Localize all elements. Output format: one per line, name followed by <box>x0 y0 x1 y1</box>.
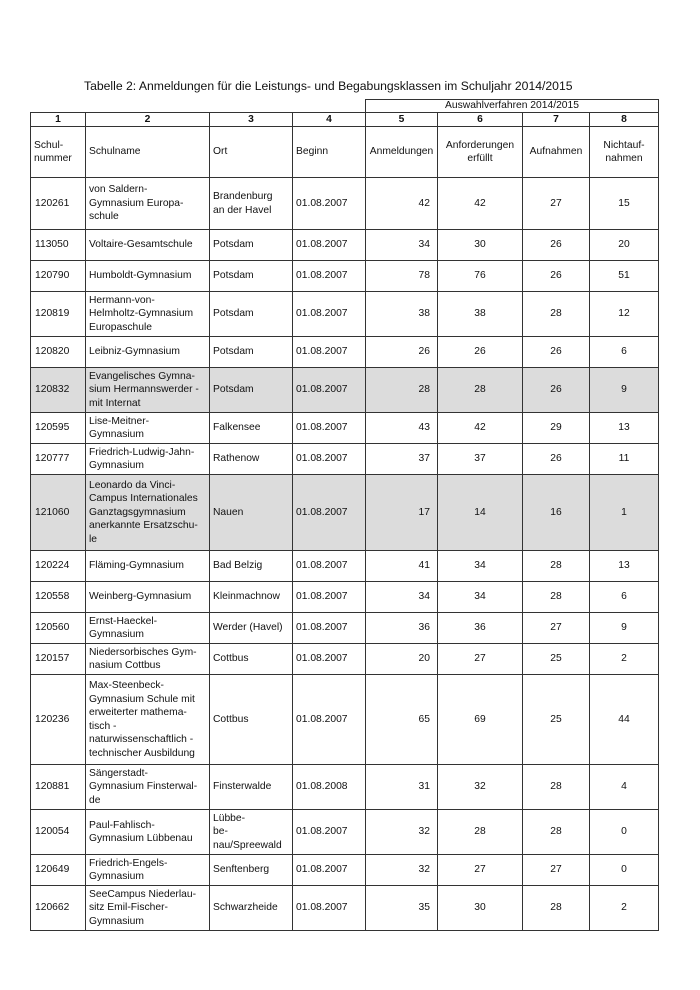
cell-schulnummer: 120558 <box>31 582 86 613</box>
cell-ort: Lübbe- be- nau/Spreewald <box>210 810 293 855</box>
cell-ort: Potsdam <box>210 292 293 337</box>
cell-anforderungen: 42 <box>438 413 523 444</box>
cell-ort: Cottbus <box>210 644 293 675</box>
colnum-cell: 6 <box>438 113 523 127</box>
cell-beginn: 01.08.2007 <box>293 582 366 613</box>
table-row <box>31 230 659 261</box>
cell-schulname: Sängerstadt- Gymnasium Finsterwal- de <box>86 765 210 810</box>
table-row <box>31 337 659 368</box>
cell-nichtaufnahmen: 13 <box>590 551 659 582</box>
cell-anmeldungen: 34 <box>366 230 438 261</box>
header-spacer <box>31 100 366 113</box>
cell-nichtaufnahmen: 9 <box>590 368 659 413</box>
cell-aufnahmen: 26 <box>523 368 590 413</box>
cell-anforderungen: 27 <box>438 855 523 886</box>
table-row <box>31 886 659 931</box>
cell-aufnahmen: 28 <box>523 582 590 613</box>
cell-aufnahmen: 26 <box>523 261 590 292</box>
cell-beginn: 01.08.2007 <box>293 644 366 675</box>
cell-schulname: Niedersorbisches Gym- nasium Cottbus <box>86 644 210 675</box>
colnum-cell: 7 <box>523 113 590 127</box>
cell-ort: Nauen <box>210 475 293 551</box>
table-row <box>31 613 659 644</box>
table-row <box>31 261 659 292</box>
cell-nichtaufnahmen: 2 <box>590 886 659 931</box>
cell-schulname: Paul-Fahlisch- Gymnasium Lübbenau <box>86 810 210 855</box>
cell-schulnummer: 120224 <box>31 551 86 582</box>
table-row <box>31 551 659 582</box>
cell-anmeldungen: 31 <box>366 765 438 810</box>
cell-schulnummer: 120881 <box>31 765 86 810</box>
cell-ort: Potsdam <box>210 368 293 413</box>
cell-nichtaufnahmen: 11 <box>590 444 659 475</box>
cell-anforderungen: 14 <box>438 475 523 551</box>
cell-schulname: Lise-Meitner- Gymnasium <box>86 413 210 444</box>
cell-aufnahmen: 26 <box>523 230 590 261</box>
cell-schulnummer: 120662 <box>31 886 86 931</box>
cell-schulname: Friedrich-Engels- Gymnasium <box>86 855 210 886</box>
cell-beginn: 01.08.2007 <box>293 444 366 475</box>
cell-schulnummer: 113050 <box>31 230 86 261</box>
colnum-cell: 5 <box>366 113 438 127</box>
cell-nichtaufnahmen: 4 <box>590 765 659 810</box>
cell-anforderungen: 28 <box>438 368 523 413</box>
cell-anmeldungen: 42 <box>366 178 438 230</box>
cell-ort: Finsterwalde <box>210 765 293 810</box>
colnum-cell: 2 <box>86 113 210 127</box>
cell-nichtaufnahmen: 1 <box>590 475 659 551</box>
table-row <box>31 444 659 475</box>
cell-anforderungen: 30 <box>438 230 523 261</box>
cell-anmeldungen: 43 <box>366 413 438 444</box>
table-row <box>31 475 659 551</box>
cell-aufnahmen: 28 <box>523 886 590 931</box>
cell-schulnummer: 120820 <box>31 337 86 368</box>
cell-ort: Kleinmachnow <box>210 582 293 613</box>
cell-anmeldungen: 17 <box>366 475 438 551</box>
cell-nichtaufnahmen: 44 <box>590 675 659 765</box>
cell-nichtaufnahmen: 20 <box>590 230 659 261</box>
cell-beginn: 01.08.2007 <box>293 230 366 261</box>
cell-beginn: 01.08.2007 <box>293 337 366 368</box>
table-row <box>31 765 659 810</box>
cell-schulname: Humboldt-Gymnasium <box>86 261 210 292</box>
cell-beginn: 01.08.2007 <box>293 613 366 644</box>
cell-anforderungen: 38 <box>438 292 523 337</box>
cell-ort: Brandenburg an der Havel <box>210 178 293 230</box>
column-header-row <box>31 127 659 178</box>
cell-aufnahmen: 27 <box>523 178 590 230</box>
cell-ort: Bad Belzig <box>210 551 293 582</box>
cell-aufnahmen: 28 <box>523 810 590 855</box>
cell-schulnummer: 120261 <box>31 178 86 230</box>
table-row <box>31 644 659 675</box>
table-row <box>31 675 659 765</box>
cell-schulname: Leonardo da Vinci- Campus Internationales Ganztagsgymnasium anerkannte Ersatzschu- le <box>86 475 210 551</box>
cell-schulname: Leibniz-Gymnasium <box>86 337 210 368</box>
cell-beginn: 01.08.2007 <box>293 413 366 444</box>
cell-anmeldungen: 28 <box>366 368 438 413</box>
cell-nichtaufnahmen: 2 <box>590 644 659 675</box>
cell-schulname: Max-Steenbeck- Gymnasium Schule mit erweiterter mathema- tisch - naturwissenschaftlich - technischer Ausbildung <box>86 675 210 765</box>
cell-schulname: von Saldern- Gymnasium Europa- schule <box>86 178 210 230</box>
colnum-cell: 4 <box>293 113 366 127</box>
cell-aufnahmen: 27 <box>523 613 590 644</box>
cell-nichtaufnahmen: 6 <box>590 582 659 613</box>
table-row <box>31 413 659 444</box>
cell-aufnahmen: 28 <box>523 292 590 337</box>
cell-beginn: 01.08.2008 <box>293 765 366 810</box>
cell-anmeldungen: 32 <box>366 855 438 886</box>
cell-nichtaufnahmen: 9 <box>590 613 659 644</box>
table-row <box>31 810 659 855</box>
cell-beginn: 01.08.2007 <box>293 855 366 886</box>
table-row <box>31 582 659 613</box>
cell-nichtaufnahmen: 0 <box>590 810 659 855</box>
cell-aufnahmen: 26 <box>523 337 590 368</box>
cell-beginn: 01.08.2007 <box>293 261 366 292</box>
cell-aufnahmen: 25 <box>523 675 590 765</box>
cell-aufnahmen: 26 <box>523 444 590 475</box>
table-row <box>31 855 659 886</box>
colnum-cell: 3 <box>210 113 293 127</box>
table-row <box>31 178 659 230</box>
colnum-cell: 1 <box>31 113 86 127</box>
cell-schulname: SeeCampus Niederlau- sitz Emil-Fischer- Gymnasium <box>86 886 210 931</box>
cell-anforderungen: 42 <box>438 178 523 230</box>
cell-schulname: Hermann-von- Helmholtz-Gymnasium Europaschule <box>86 292 210 337</box>
cell-schulnummer: 120157 <box>31 644 86 675</box>
colnum-cell: 8 <box>590 113 659 127</box>
header-anmeldungen: Anmeldungen <box>366 127 438 178</box>
cell-ort: Schwarzheide <box>210 886 293 931</box>
cell-beginn: 01.08.2007 <box>293 475 366 551</box>
cell-anforderungen: 34 <box>438 582 523 613</box>
cell-anmeldungen: 26 <box>366 337 438 368</box>
header-anforderungen: Anforderungen erfüllt <box>438 127 523 178</box>
cell-anforderungen: 32 <box>438 765 523 810</box>
cell-ort: Cottbus <box>210 675 293 765</box>
cell-nichtaufnahmen: 13 <box>590 413 659 444</box>
cell-schulnummer: 120790 <box>31 261 86 292</box>
header-schulnummer: Schul- nummer <box>31 127 86 178</box>
cell-nichtaufnahmen: 51 <box>590 261 659 292</box>
cell-schulnummer: 120649 <box>31 855 86 886</box>
table-row <box>31 368 659 413</box>
cell-schulnummer: 120595 <box>31 413 86 444</box>
cell-anforderungen: 30 <box>438 886 523 931</box>
cell-anforderungen: 26 <box>438 337 523 368</box>
cell-anmeldungen: 65 <box>366 675 438 765</box>
header-schulname: Schulname <box>86 127 210 178</box>
header-nichtaufnahmen: Nichtauf- nahmen <box>590 127 659 178</box>
cell-beginn: 01.08.2007 <box>293 886 366 931</box>
cell-schulname: Weinberg-Gymnasium <box>86 582 210 613</box>
table-caption: Tabelle 2: Anmeldungen für die Leistungs- und Begabungsklassen im Schuljahr 2014/2015 <box>84 79 573 93</box>
cell-schulnummer: 121060 <box>31 475 86 551</box>
cell-schulname: Friedrich-Ludwig-Jahn- Gymnasium <box>86 444 210 475</box>
cell-aufnahmen: 29 <box>523 413 590 444</box>
cell-nichtaufnahmen: 15 <box>590 178 659 230</box>
cell-schulnummer: 120560 <box>31 613 86 644</box>
cell-anforderungen: 76 <box>438 261 523 292</box>
header-ort: Ort <box>210 127 293 178</box>
cell-schulname: Ernst-Haeckel- Gymnasium <box>86 613 210 644</box>
cell-beginn: 01.08.2007 <box>293 178 366 230</box>
cell-aufnahmen: 28 <box>523 551 590 582</box>
header-beginn: Beginn <box>293 127 366 178</box>
cell-anmeldungen: 35 <box>366 886 438 931</box>
cell-nichtaufnahmen: 12 <box>590 292 659 337</box>
column-number-row <box>31 113 659 127</box>
cell-aufnahmen: 27 <box>523 855 590 886</box>
cell-anmeldungen: 38 <box>366 292 438 337</box>
cell-anforderungen: 69 <box>438 675 523 765</box>
cell-beginn: 01.08.2007 <box>293 368 366 413</box>
cell-schulnummer: 120236 <box>31 675 86 765</box>
cell-aufnahmen: 25 <box>523 644 590 675</box>
cell-anforderungen: 34 <box>438 551 523 582</box>
registrations-table <box>30 99 659 931</box>
cell-anforderungen: 37 <box>438 444 523 475</box>
cell-anmeldungen: 41 <box>366 551 438 582</box>
cell-anforderungen: 36 <box>438 613 523 644</box>
cell-beginn: 01.08.2007 <box>293 810 366 855</box>
cell-ort: Rathenow <box>210 444 293 475</box>
cell-anmeldungen: 20 <box>366 644 438 675</box>
cell-anmeldungen: 78 <box>366 261 438 292</box>
cell-beginn: 01.08.2007 <box>293 292 366 337</box>
cell-schulnummer: 120054 <box>31 810 86 855</box>
cell-aufnahmen: 16 <box>523 475 590 551</box>
cell-ort: Senftenberg <box>210 855 293 886</box>
cell-schulnummer: 120777 <box>31 444 86 475</box>
cell-anmeldungen: 37 <box>366 444 438 475</box>
group-header: Auswahlverfahren 2014/2015 <box>366 100 659 113</box>
cell-schulnummer: 120819 <box>31 292 86 337</box>
cell-ort: Potsdam <box>210 230 293 261</box>
cell-ort: Potsdam <box>210 337 293 368</box>
cell-ort: Werder (Havel) <box>210 613 293 644</box>
cell-nichtaufnahmen: 6 <box>590 337 659 368</box>
cell-schulname: Evangelisches Gymna- sium Hermannswerder - mit Internat <box>86 368 210 413</box>
cell-aufnahmen: 28 <box>523 765 590 810</box>
cell-anforderungen: 28 <box>438 810 523 855</box>
cell-anmeldungen: 34 <box>366 582 438 613</box>
cell-schulname: Voltaire-Gesamtschule <box>86 230 210 261</box>
cell-beginn: 01.08.2007 <box>293 675 366 765</box>
cell-anmeldungen: 36 <box>366 613 438 644</box>
table-row <box>31 292 659 337</box>
cell-ort: Falkensee <box>210 413 293 444</box>
header-aufnahmen: Aufnahmen <box>523 127 590 178</box>
cell-schulname: Fläming-Gymnasium <box>86 551 210 582</box>
cell-schulnummer: 120832 <box>31 368 86 413</box>
cell-ort: Potsdam <box>210 261 293 292</box>
cell-nichtaufnahmen: 0 <box>590 855 659 886</box>
cell-anforderungen: 27 <box>438 644 523 675</box>
cell-beginn: 01.08.2007 <box>293 551 366 582</box>
cell-anmeldungen: 32 <box>366 810 438 855</box>
